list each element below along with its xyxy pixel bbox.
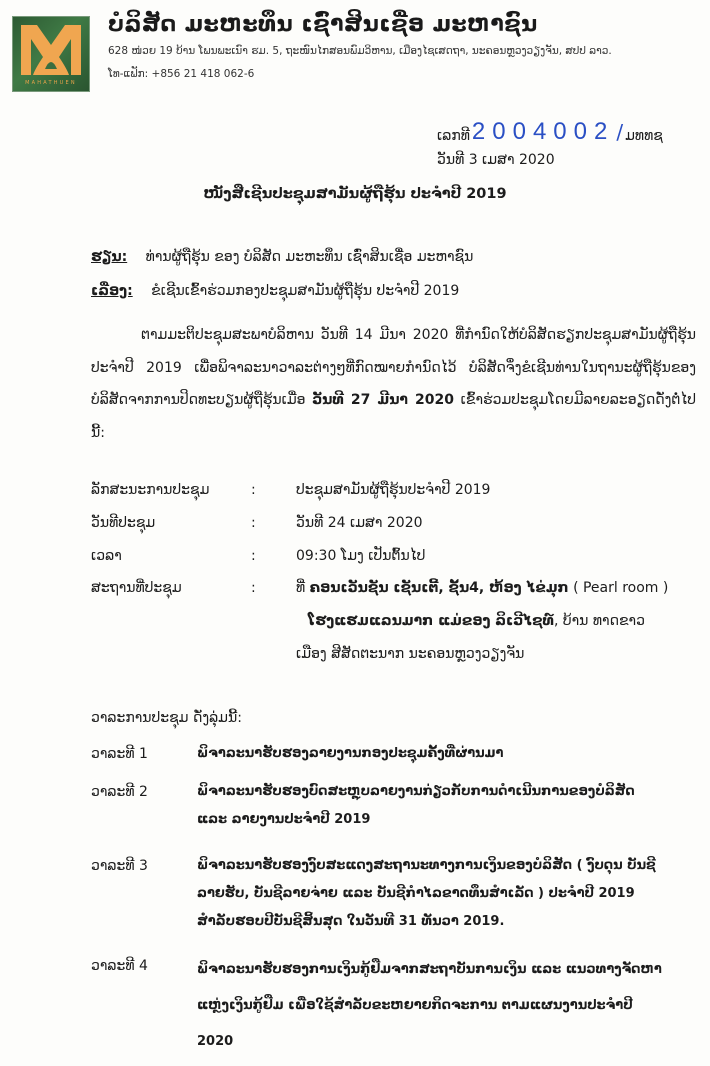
- company-logo: [12, 16, 90, 92]
- detail-label: ວັນທີປະຊຸມ: [91, 514, 156, 531]
- agenda-number: ວາລະທີ 2: [91, 784, 148, 800]
- venue-hotel: ໂຮງແຮມແລນມາກ ແມ່ຂອງ ລິເວີໄຊທ໌: [308, 613, 554, 629]
- agenda-number: ວາລະທີ 1: [91, 746, 148, 762]
- subject-value: ຂໍເຊີນເຂົ້າຮ່ວມກອງປະຊຸມສາມັນຜູ້ຖືຮຸ້ນ ປະຈຳປີ 2019: [151, 283, 460, 299]
- detail-label: ເວລາ: [91, 547, 122, 564]
- recipient-row: [91, 249, 473, 265]
- company-name: ບໍລິສັດ ມະຫະທຶນ ເຊົ່າສິນເຊື່ອ ມະຫາຊົນ: [108, 12, 538, 37]
- body-text-part2: ເຂົ້າຮ່ວມປະຊຸມໂດຍມີລາຍລະອຽດດັ່ງຕໍ່ໄປນີ້:: [91, 392, 696, 441]
- reference-number-row: [437, 120, 663, 144]
- detail-label: ລັກສະນະການປະຊຸມ: [91, 481, 210, 498]
- subject-row: [91, 283, 459, 299]
- body-text-part1: ຕາມມະຕິປະຊຸມສະພາບໍລິຫານ ວັນທີ 14 ມີນາ 2020 ທີ່ກຳນົດໃຫ້ບໍລິສັດຮຽກປະຊຸມສາມັນຜູ້ຖືຮຸ້ນ ປະຈຳປີ 2019 ເພື່ອພິຈາລະນາວາລະຕ່າງໆທີ່ກົດໝາຍກຳນົດໄວ້ ບໍລິສັດຈຶ່ງຂໍເຊີນທ່ານໃນຖານະຜູ້ຖືຮຸ້ນຂອງບໍລິສັດຈາກການປິດທະບຽນຜູ້ຖືຮຸ້ນເມື່ອ: [91, 327, 696, 408]
- recipient-label: ຮຽນ:: [91, 249, 128, 265]
- agenda-text: ພິຈາລະນາຮັບຮອງງົບສະແດງສະຖານະທາງການເງິນຂອງບໍລິສັດ ( ງົບດຸນ ບັນຊີລາຍຮັບ, ບັນຊີລາຍຈ່າຍ ແລະ ບັນຊີກຳໄລຂາດທຶນສຳເລັດ ) ປະຈຳປີ 2019 ສຳລັບຮອບປີບັນຊີສິ້ນສຸດ ໃນວັນທີ 31 ທັນວາ 2019.: [197, 858, 656, 929]
- recipient-value: ທ່ານຜູ້ຖືຮຸ້ນ ຂອງ ບໍລິສັດ ມະຫະທຶນ ເຊົ່າສິນເຊື່ອ ມະຫາຊົນ: [145, 249, 474, 265]
- detail-row-type: [91, 473, 706, 506]
- detail-colon: :: [251, 481, 256, 498]
- detail-colon: :: [251, 580, 256, 596]
- detail-row-venue: [91, 572, 706, 671]
- venue-village: , ບ້ານ ທາດຂາວ: [553, 613, 645, 629]
- reference-number: 2004002: [471, 118, 615, 145]
- agenda-item: [91, 852, 667, 936]
- document-title: ໜັງສືເຊີນປະຊຸມສາມັນຜູ້ຖືຮຸ້ນ ປະຈຳປີ 2019: [203, 186, 507, 202]
- logo-caption: MAHATHUEN: [25, 80, 77, 86]
- reference-label: ເລກທີ: [437, 128, 470, 144]
- venue-room-en: ( Pearl room ): [568, 580, 669, 596]
- venue-hall: ຄອນເວັນຊັນ ເຊັນເຕີ້, ຊັ້ນ4, ຫ້ອງ ໄຂ່ມຸກ: [309, 580, 569, 596]
- detail-row-date: [91, 506, 706, 539]
- agenda-item: [91, 778, 667, 834]
- detail-label: ສະຖານທີ່ປະຊຸມ: [91, 580, 182, 596]
- venue-line-1: [296, 572, 706, 605]
- reference-suffix: ມທທຊ: [625, 128, 663, 144]
- detail-value: ວັນທີ 24 ເມສາ 2020: [296, 514, 423, 531]
- agenda-item: [91, 740, 667, 772]
- body-bold-date: ວັນທີ 27 ມີນາ 2020: [312, 392, 455, 408]
- venue-value: [296, 572, 706, 671]
- detail-colon: :: [251, 514, 256, 531]
- agenda-text: ພິຈາລະນາຮັບຮອງລາຍງານກອງປະຊຸມຄັ້ງທີ່ຜ່ານມາ: [197, 746, 504, 761]
- company-phone: ໂທ-ແຟັກ: +856 21 418 062-6: [108, 68, 255, 80]
- venue-line-3: ເມືອງ ສີສັດຕະນາກ ນະຄອນຫຼວງວຽງຈັນ: [296, 646, 525, 662]
- venue-line-2: [296, 605, 706, 638]
- reference-slash: /: [616, 120, 624, 144]
- agenda-list: [91, 740, 667, 1066]
- subject-label: ເລື່ອງ:: [91, 283, 133, 299]
- agenda-item: [91, 952, 667, 1060]
- agenda-text: ພິຈາລະນາຮັບຮອງການເງິນກູ້ຢືມຈາກສະຖາບັນການເງິນ ແລະ ແນວທາງຈັດຫາແຫຼ່ງເງິນກູ້ຢືມ ເພື່ອໃຊ້ສຳລັບຂະຫຍາຍກິດຈະການ ຕາມແຜນງານປະຈຳປີ 2020: [197, 962, 662, 1049]
- agenda-heading: ວາລະການປະຊຸມ ດັ່ງລຸ່ມນີ້:: [91, 710, 242, 726]
- detail-value: 09:30 ໂມງ ເປັນຕົ້ນໄປ: [296, 547, 426, 564]
- venue-prefix: ທີ່: [296, 580, 310, 596]
- body-paragraph: [91, 319, 696, 449]
- detail-colon: :: [251, 547, 256, 564]
- agenda-number: ວາລະທີ 4: [91, 958, 148, 974]
- detail-row-time: [91, 539, 706, 572]
- detail-value: ປະຊຸມສາມັນຜູ້ຖືຮຸ້ນປະຈຳປີ 2019: [296, 481, 491, 498]
- document-date: ວັນທີ 3 ເມສາ 2020: [437, 152, 555, 168]
- meeting-details: [91, 473, 706, 671]
- agenda-number: ວາລະທີ 3: [91, 858, 148, 874]
- agenda-text: ພິຈາລະນາຮັບຮອງບົດສະຫຼຸບລາຍງານກ່ຽວກັບການດຳເນີນການຂອງບໍລິສັດ ແລະ ລາຍງານປະຈຳປີ 2019: [197, 784, 635, 827]
- company-address: 628 ໜ່ວຍ 19 ບ້ານ ໂພນພະເນົາ ຮມ. 5, ຖະໜົນໄກສອນພົມວິຫານ, ເມືອງໄຊເສດຖາ, ນະຄອນຫຼວງວຽງຈັນ, ສປປ ລາວ.: [108, 45, 612, 57]
